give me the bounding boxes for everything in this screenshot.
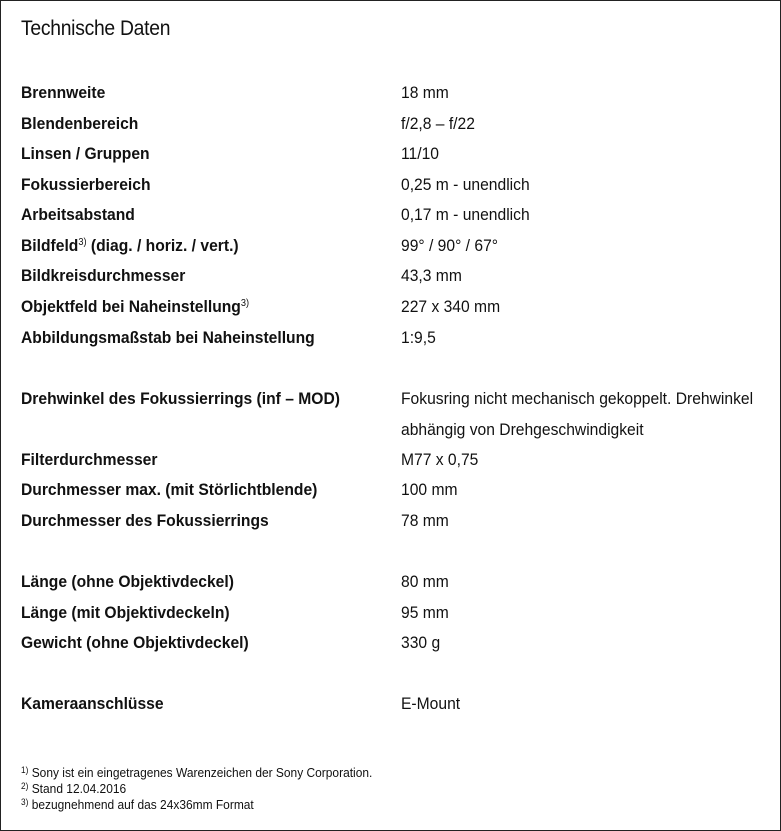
spec-label: Abbildungsmaßstab bei Naheinstellung — [21, 328, 315, 347]
spec-label: Länge (mit Objektivdeckeln) — [21, 603, 230, 622]
spec-value: 18 mm — [401, 83, 449, 102]
footnote-text: Stand 12.04.2016 — [31, 781, 127, 796]
spec-label: Brennweite — [21, 83, 106, 102]
spec-value: E-Mount — [401, 694, 461, 713]
spec-value: 0,25 m - unendlich — [401, 175, 530, 194]
spec-row — [21, 689, 771, 719]
spec-value: 227 x 340 mm — [401, 297, 501, 316]
spec-label: Filterdurchmesser — [21, 450, 158, 469]
spec-label: Arbeitsabstand — [21, 205, 135, 224]
spec-label: Gewicht (ohne Objektivdeckel) — [21, 633, 249, 652]
spec-label: Durchmesser des Fokussierrings — [21, 511, 269, 530]
spec-row — [21, 384, 771, 446]
footnote-text: Sony ist ein eingetragenes Warenzeichen der Sony Corporation. — [31, 765, 373, 780]
spec-row — [21, 292, 771, 322]
footnote — [21, 765, 372, 781]
spec-label: Fokussierbereich — [21, 175, 151, 194]
spec-label: Länge (ohne Objektivdeckel) — [21, 572, 234, 591]
spec-value: 330 g — [401, 633, 441, 652]
spec-value: 78 mm — [401, 511, 449, 530]
spec-row — [21, 109, 771, 139]
spec-label: Bildkreisdurchmesser — [21, 266, 186, 285]
footnote — [21, 797, 372, 813]
footnote-mark: 3) — [21, 797, 29, 807]
spec-row — [21, 231, 771, 261]
spec-value: M77 x 0,75 — [401, 450, 479, 469]
spec-row — [21, 170, 771, 200]
spec-row — [21, 475, 771, 505]
spec-row — [21, 598, 771, 628]
spec-row — [21, 628, 771, 658]
spec-value: f/2,8 – f/22 — [401, 114, 475, 133]
spec-label: Drehwinkel des Fokussierrings (inf – MOD) — [21, 389, 340, 408]
spec-label: Blendenbereich — [21, 114, 139, 133]
spec-row — [21, 445, 771, 475]
footnote-mark: 1) — [21, 765, 29, 775]
spec-value: 100 mm — [401, 480, 458, 499]
spec-row — [21, 261, 771, 291]
footnotes — [21, 765, 372, 813]
footnote-ref: 3) — [240, 298, 250, 309]
spec-label-text: Bildfeld — [21, 236, 79, 255]
spec-row — [21, 567, 771, 597]
footnote — [21, 781, 372, 797]
spec-value: 43,3 mm — [401, 266, 462, 285]
footnote-mark: 2) — [21, 781, 29, 791]
footnote-ref: 3) — [78, 237, 87, 248]
spec-value: 80 mm — [401, 572, 449, 591]
spec-label: Kameraanschlüsse — [21, 694, 164, 713]
page-title: Technische Daten — [21, 17, 171, 40]
spec-row — [21, 139, 771, 169]
spec-label: Linsen / Gruppen — [21, 144, 150, 163]
spec-value: 1:9,5 — [401, 328, 436, 347]
spec-row — [21, 323, 771, 353]
spec-label-suffix: (diag. / horiz. / vert.) — [86, 236, 239, 255]
spec-value: 99° / 90° / 67° — [401, 236, 499, 255]
spec-value: 95 mm — [401, 603, 449, 622]
spec-label-text: Objektfeld bei Naheinstellung — [21, 297, 241, 316]
spec-value: 11/10 — [401, 144, 439, 163]
spec-label: Durchmesser max. (mit Störlichtblende) — [21, 480, 318, 499]
spec-label — [21, 231, 239, 261]
spec-value: Fokusring nicht mechanisch gekoppelt. Drehwinkel abhängig von Drehgeschwindigkeit — [401, 389, 754, 439]
spec-row — [21, 506, 771, 536]
spec-value: 0,17 m - unendlich — [401, 205, 530, 224]
spec-label — [21, 292, 249, 322]
spec-row — [21, 78, 771, 108]
footnote-text: bezugnehmend auf das 24x36mm Format — [31, 797, 254, 812]
spec-row — [21, 200, 771, 230]
